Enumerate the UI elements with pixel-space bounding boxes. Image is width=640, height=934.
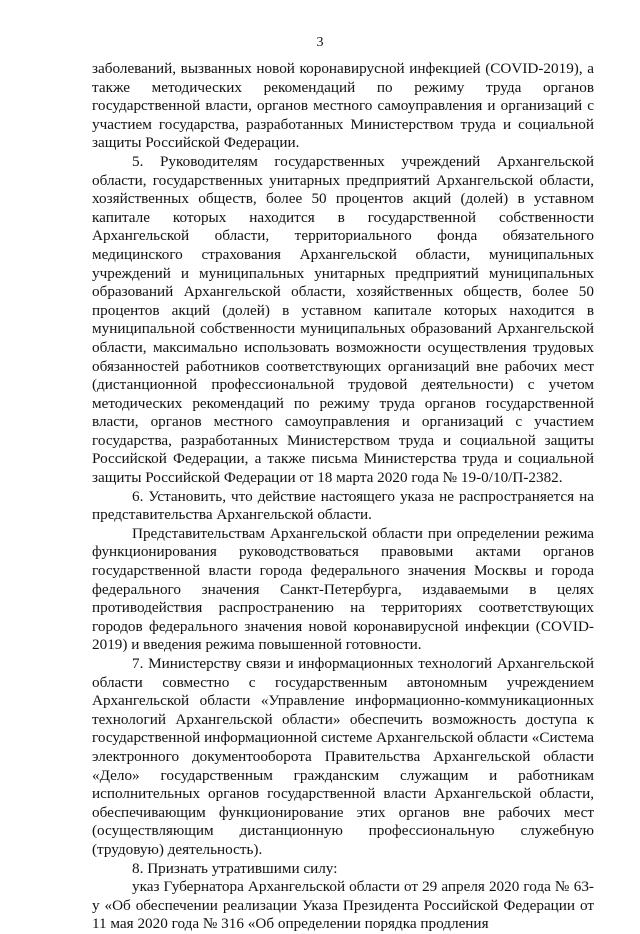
paragraph-continuation: заболеваний, вызванных новой коронавирусной инфекцией (COVID-2019), а также методических рекомендаций по режиму труда органов государственной власти, органов местного самоуправления и организаций с участием государства, разработанных Министерством труда и социальной защиты Российской Федерации.: [92, 60, 594, 152]
page-number: 3: [316, 35, 324, 50]
paragraph-representations: Представительствам Архангельской области при определении режима функционирования руководствоваться правовыми актами органов государственной власти города федерального значения Москвы и города федерального значения Санкт-Петербурга, издаваемыми в целях противодействия распространению на территориях соответствующих городов федерального значения новой коронавирусной инфекции (COVID-2019) и введения режима повышенной готовности.: [92, 524, 594, 654]
paragraph-item-7: 7. Министерству связи и информационных технологий Архангельской области совместно с государственным автономным учреждением Архангельской области «Управление информационно-коммуникационных технологий Архангельской области» обеспечить возможность доступа к государственной информационной системе Архангельской области «Система электронного документооборота Правительства Архангельской области «Дело» государственным гражданским служащим и работникам исполнительных органов государственной власти Архангельской области, обеспечивающим функционирование этих органов вне рабочих мест (осуществляющим дистанционную профессиональную служебную (трудовую) деятельность).: [92, 655, 594, 858]
paragraph-item-5: 5. Руководителям государственных учреждений Архангельской области, государственных унитарных предприятий Архангельской области, хозяйственных обществ, более 50 процентов акций (долей) в уставном капитале которых находится в государственной собственности Архангельской области, территориального фонда обязательного медицинского страхования Архангельской области, муниципальных учреждений и муниципальных унитарных предприятий муниципальных образований Архангельской области, хозяйственных обществ, более 50 процентов акций (долей) в уставном капитале которых находится в муниципальной собственности муниципальных образований Архангельской области, максимально использовать возможности осуществления трудовых обязанностей работников соответствующих организаций вне рабочих мест (дистанционной профессиональной трудовой деятельности) с учетом методических рекомендаций по режиму труда органов государственной власти, органов местного самоуправления и организаций с участием государства, разработанных Министерством труда и социальной защиты Российской Федерации, а также письма Министерства труда и социальной защиты Российской Федерации от 18 марта 2020 года № 19-0/10/П-2382.: [92, 152, 594, 487]
paragraph-repealed-decree: указ Губернатора Архангельской области от 29 апреля 2020 года № 63-у «Об обеспечении реализации Указа Президента Российской Федерации от 11 мая 2020 года № 316 «Об определении порядка продления: [92, 878, 594, 933]
paragraph-item-6: 6. Установить, что действие настоящего указа не распространяется на представительства Архангельской области.: [92, 487, 594, 524]
paragraph-item-8: 8. Признать утратившими силу:: [132, 859, 338, 877]
document-body: [92, 60, 594, 934]
